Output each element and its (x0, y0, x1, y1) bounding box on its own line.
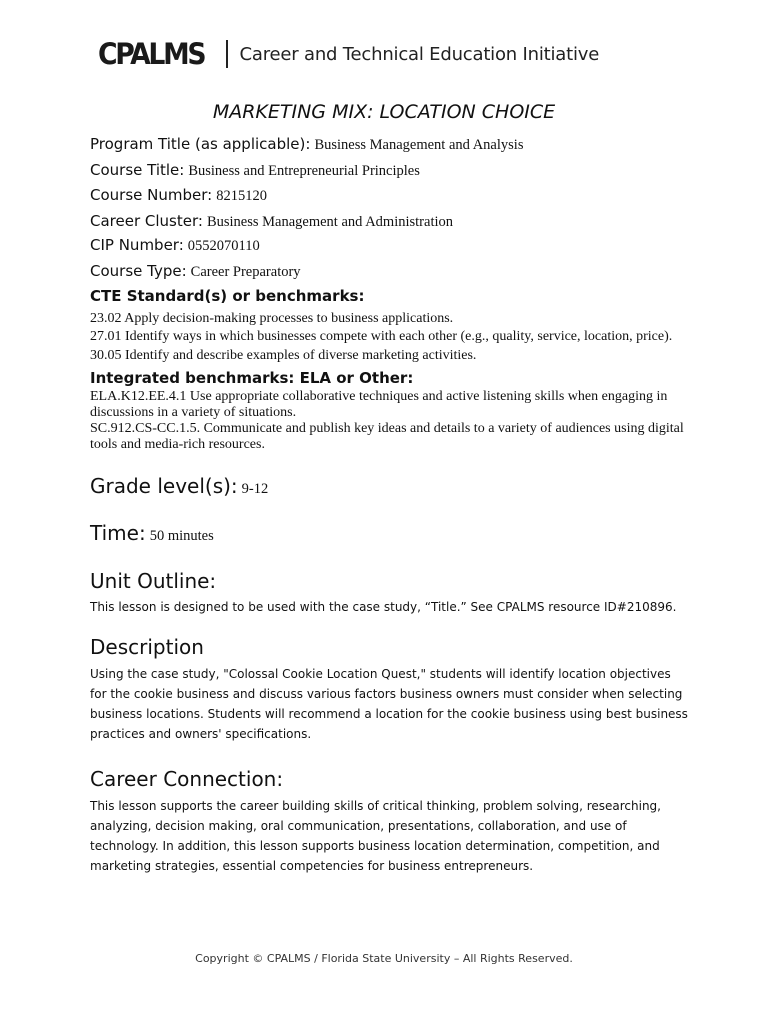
time-value: 50 minutes (149, 528, 214, 544)
integrated-item: ELA.K12.EE.4.1 Use appropriate collaborative techniques and active listening skills when engaging in discussions in a variety of situations. (90, 389, 668, 420)
cip-number-value: 0552070110 (187, 238, 260, 254)
course-type-row (90, 262, 301, 281)
career-cluster-row (90, 212, 453, 231)
cip-number-row (90, 236, 260, 255)
unit-outline-text: This lesson is designed to be used with the case study, “Title.” See CPALMS resource ID#210896. (90, 600, 677, 614)
program-title-value: Business Management and Analysis (314, 137, 524, 153)
program-title-label: Program Title (as applicable): (90, 135, 311, 153)
time-label: Time: (90, 521, 146, 545)
course-title-row (90, 161, 420, 180)
course-title-label: Course Title: (90, 161, 185, 179)
course-number-label: Course Number: (90, 186, 213, 204)
description-heading: Description (90, 635, 204, 659)
course-number-value: 8215120 (216, 188, 267, 204)
integrated-heading: Integrated benchmarks: ELA or Other: (90, 369, 414, 387)
cip-number-label: CIP Number: (90, 236, 184, 254)
career-connection-text: This lesson supports the career building skills of critical thinking, problem solving, researching, analyzing, decision making, oral communication, presentations, collaboration, and use of technology. In addition, this lesson supports business location determination, competition, and marketing strategies, essential competencies for business entrepreneurs. (90, 799, 661, 873)
description-text: Using the case study, "Colossal Cookie Location Quest," students will identify location objectives for the cookie business and discuss various factors business owners must consider when selecting business locations. Students will recommend a location for the cookie business using best business practices and owners' specifications. (90, 667, 688, 741)
course-title-value: Business and Entrepreneurial Principles (188, 163, 420, 179)
grade-level-row (90, 474, 268, 498)
initiative-title: Career and Technical Education Initiative (239, 43, 600, 65)
career-cluster-label: Career Cluster: (90, 212, 203, 230)
cte-heading: CTE Standard(s) or benchmarks: (90, 287, 365, 305)
cte-item: 30.05 Identify and describe examples of diverse marketing activities. (90, 348, 477, 363)
program-title-row (90, 135, 523, 154)
career-connection-heading: Career Connection: (90, 767, 284, 791)
course-type-label: Course Type: (90, 262, 187, 280)
grade-level-value: 9-12 (241, 481, 269, 497)
career-cluster-value: Business Management and Administration (206, 214, 454, 230)
copyright-footer: Copyright © CPALMS / Florida State University – All Rights Reserved. (195, 952, 573, 965)
header-divider (226, 40, 228, 68)
time-row (90, 521, 214, 545)
integrated-item: SC.912.CS-CC.1.5. Communicate and publish key ideas and details to a variety of audiences using digital tools and media-rich resources. (90, 421, 684, 452)
unit-outline-heading: Unit Outline: (90, 569, 217, 593)
cte-item: 27.01 Identify ways in which businesses compete with each other (e.g., quality, service, location, price). (90, 329, 673, 344)
cpalms-logo: CPALMS (98, 37, 205, 71)
cte-item: 23.02 Apply decision-making processes to business applications. (90, 311, 454, 326)
course-type-value: Career Preparatory (190, 264, 301, 280)
grade-level-label: Grade level(s): (90, 474, 238, 498)
course-number-row (90, 186, 267, 205)
page-header (98, 36, 599, 72)
document-title: MARKETING MIX: LOCATION CHOICE (212, 101, 556, 123)
